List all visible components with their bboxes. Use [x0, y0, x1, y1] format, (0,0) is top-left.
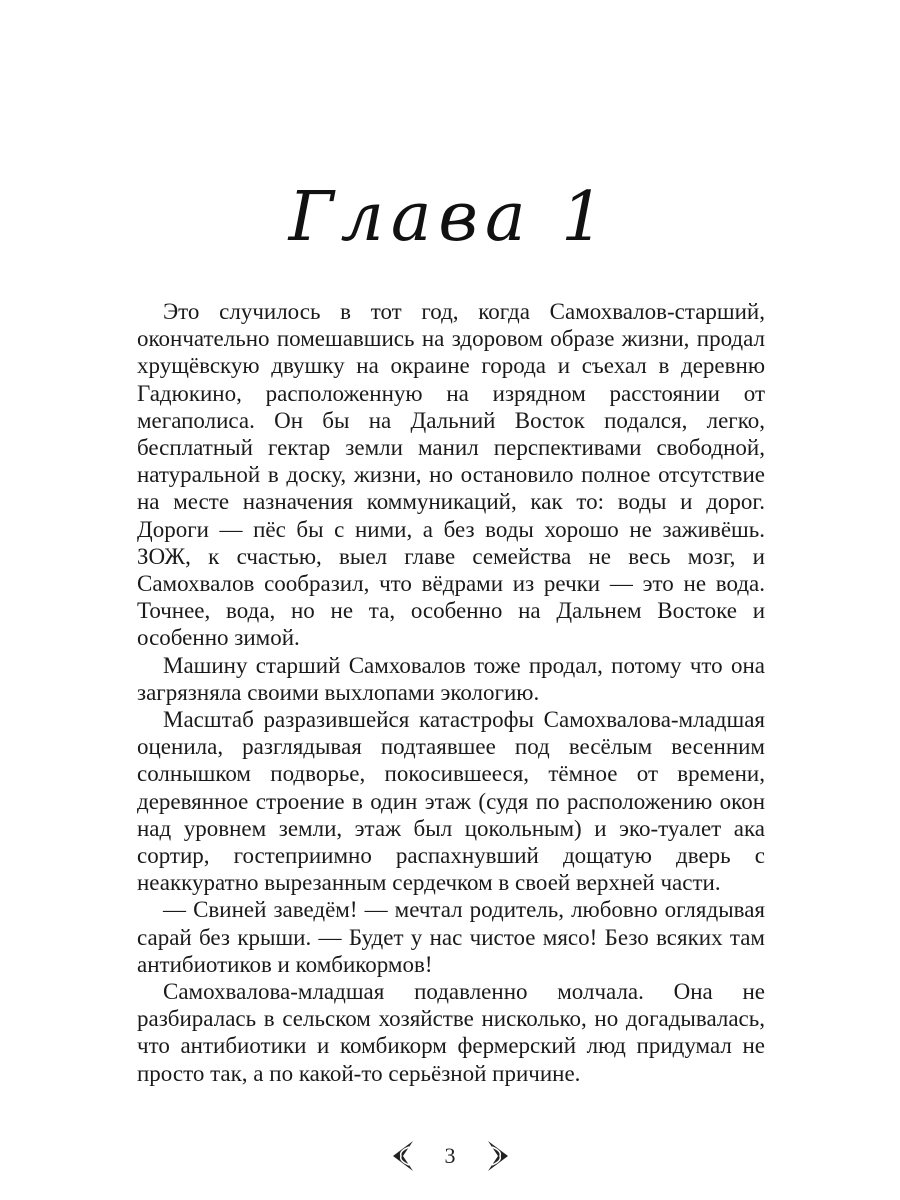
paragraph: — Свиней заведём! — мечтал родитель, любовно оглядывая сарай без крыши. — Будет у нас чистое мясо! Безо всяких там антибиотиков и комбикормов! [137, 897, 765, 977]
ornament-right-icon [486, 1139, 512, 1173]
page-number: 3 [444, 1143, 456, 1168]
paragraph: Самохвалова-младшая подавленно молчала. Она не разбиралась в сельском хозяйстве нисколько, но догадывалась, что антибиотики и комбикорм фермерский люд придумал не просто так, а по какой-то серьёзной причине. [137, 979, 765, 1086]
chapter-title: Глава 1 [288, 178, 612, 257]
paragraph: Машину старший Самховалов тоже продал, потому что она загрязняла своими выхлопами экологию. [137, 652, 765, 705]
page-footer [0, 1136, 900, 1176]
paragraph: Это случилось в тот год, когда Самохвалов-старший, окончательно помешавшись на здоровом образе жизни, продал хрущёвскую двушку на окраине города и съехал в деревню Гадюкино, расположенную на изрядном расстоянии от мегаполиса. Он бы на Дальний Восток подался, легко, бесплатный гектар земли манил перспективами свободной, натуральной в доску, жизни, но остановило полное отсутствие на месте назначения коммуникаций, как то: воды и дорог. Дороги — пёс бы с ними, а без воды хорошо не заживёшь. ЗОЖ, к счастью, выел главе семейства не весь мозг, и Самохвалов сообразил, что вёдрами из речки — это не вода. Точнее, вода, но не та, особенно на Дальнем Востоке и особенно зимой. [137, 299, 765, 651]
paragraph: Масштаб разразившейся катастрофы Самохвалова-младшая оценила, разглядывая подтаявшее под весёлым весенним солнышком подворье, покосившееся, тёмное от времени, деревянное строение в один этаж (судя по расположению окон над уровнем земли, этаж был цокольным) и эко-туалет ака сортир, гостеприимно распахнувший дощатую дверь с неаккуратно вырезанным сердечком в своей верхней части. [137, 707, 765, 896]
ornament-left-icon [389, 1139, 415, 1173]
chapter-body [137, 298, 765, 1087]
